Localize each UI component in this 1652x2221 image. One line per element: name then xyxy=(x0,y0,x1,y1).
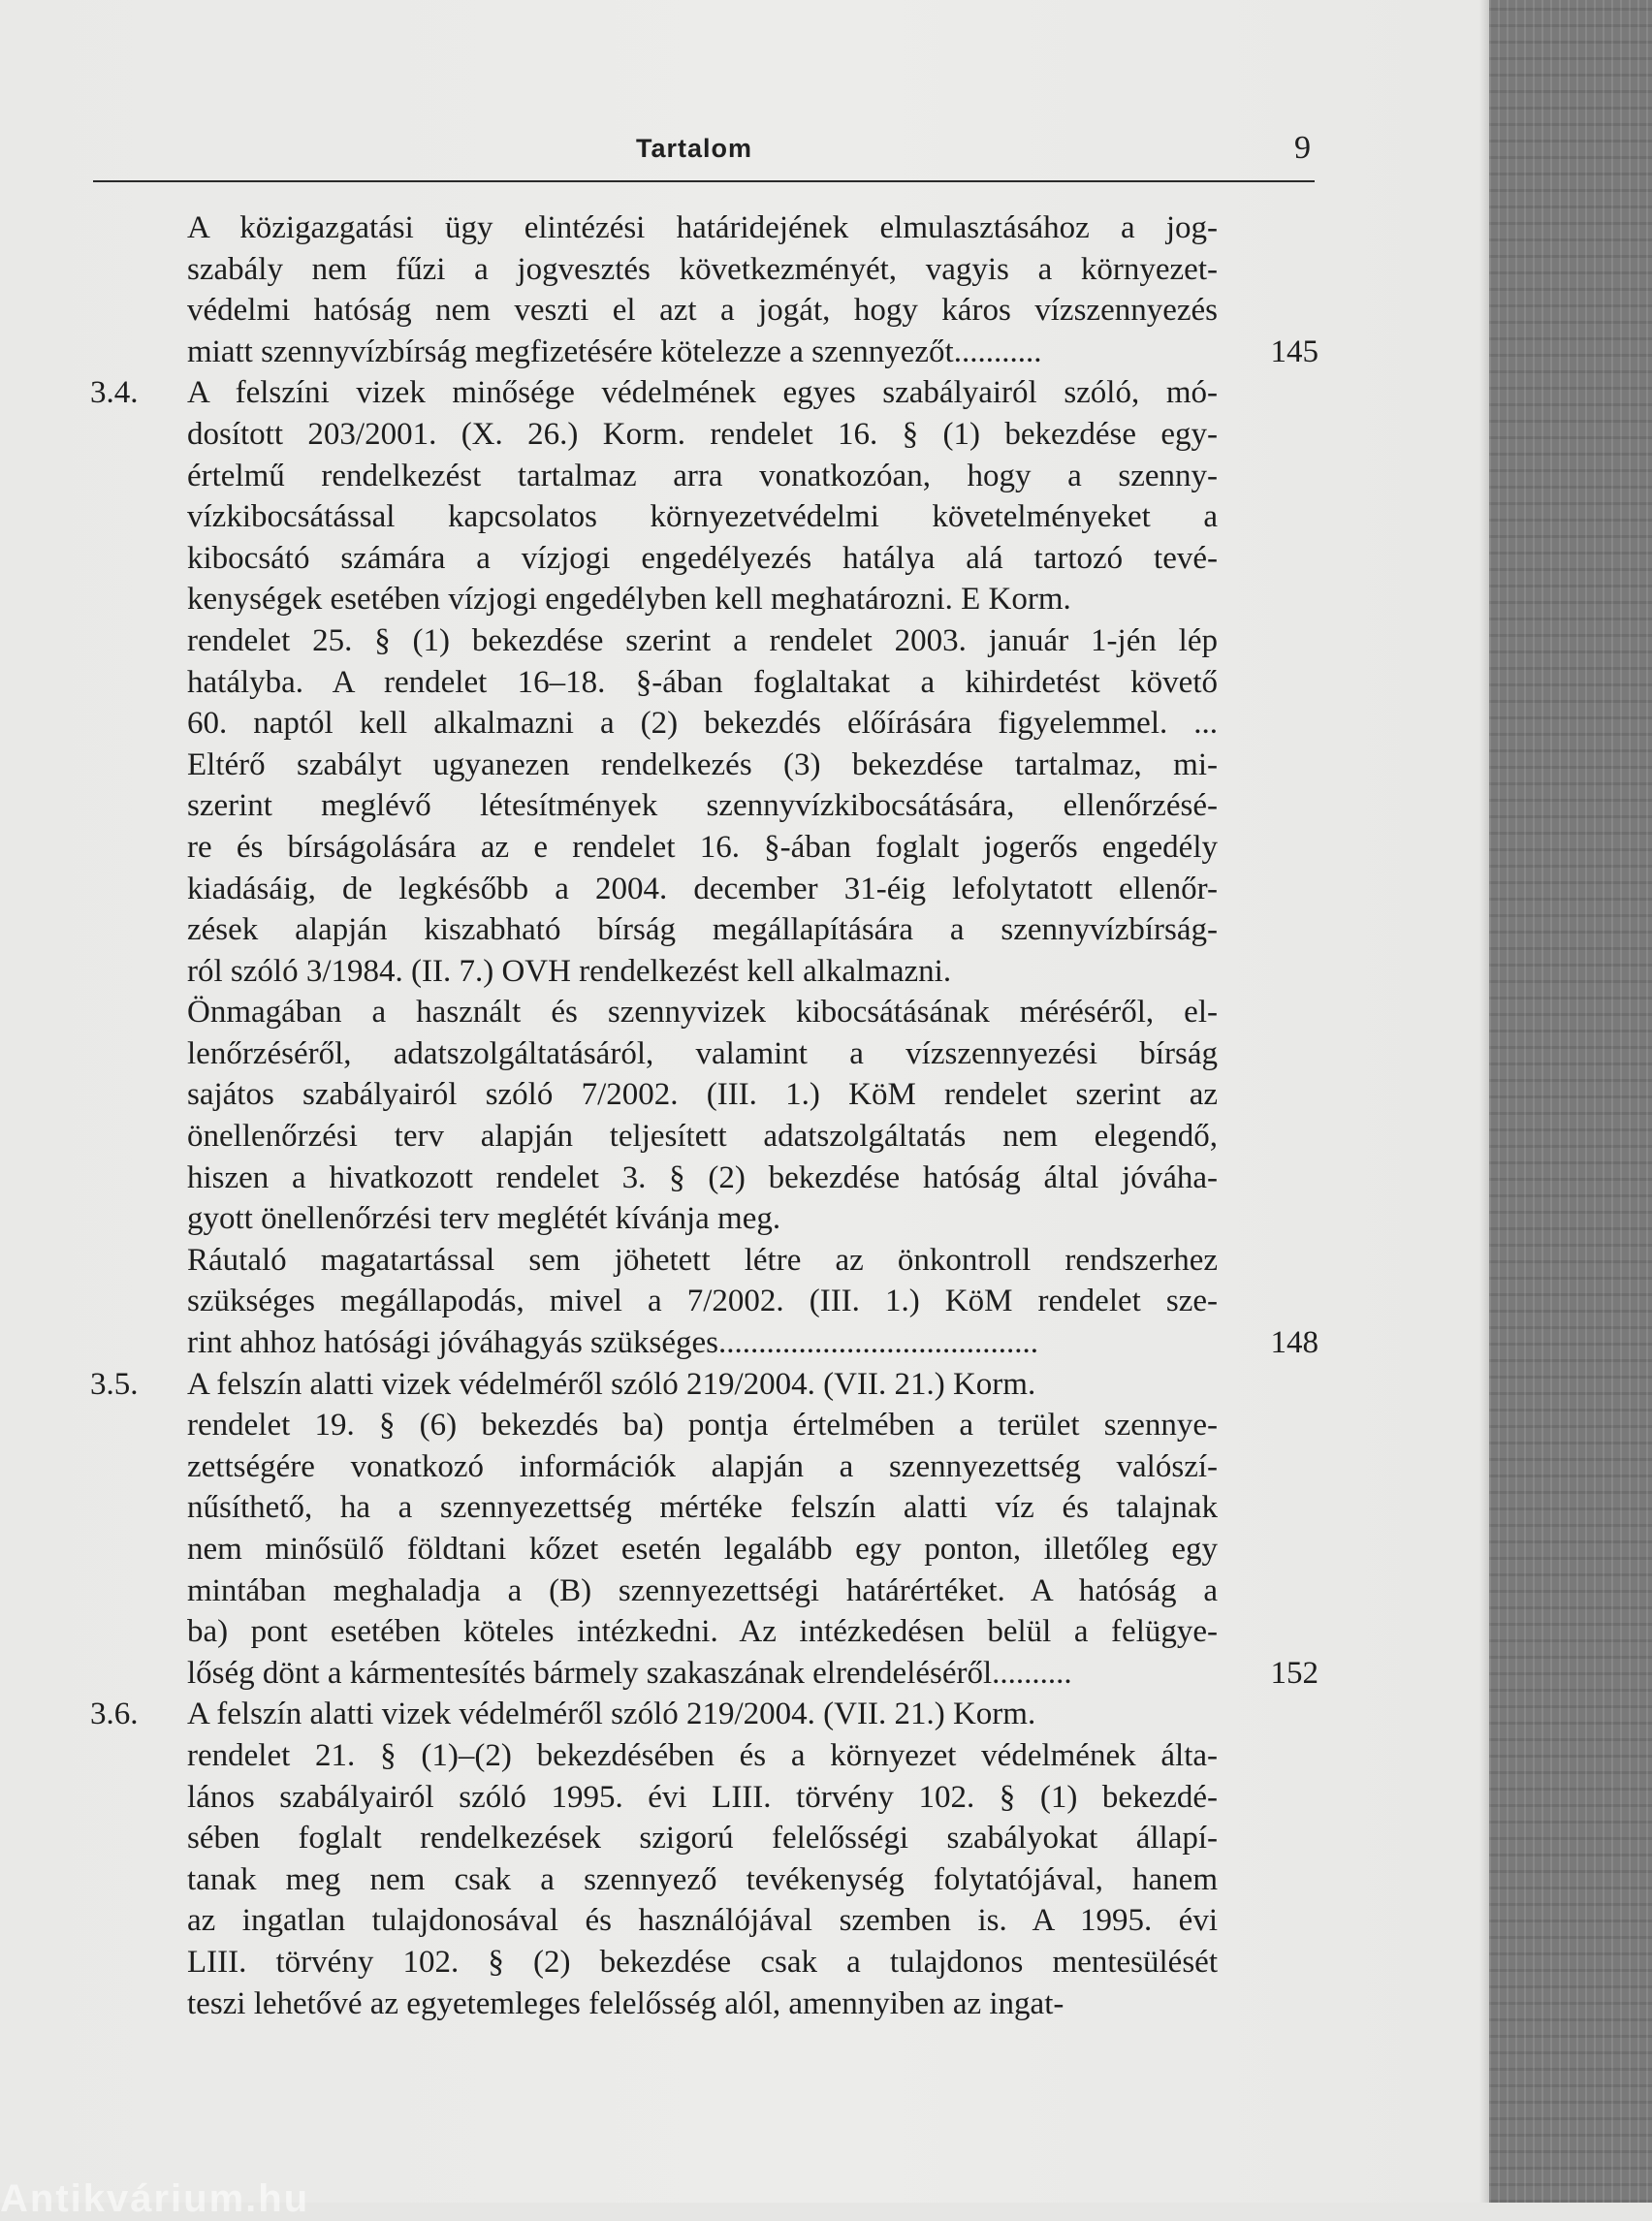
entry-number: 3.6. xyxy=(90,1697,139,1732)
entry-line: kiadásáig, de legkésőbb a 2004. december 31-éig lefolytatott ellenőr- xyxy=(187,871,1218,906)
entry-line: nem minősülő földtani kőzet esetén legalább egy ponton, illetőleg egy xyxy=(187,1532,1218,1567)
entry-line: szabály nem fűzi a jogvesztés következményét, vagyis a környezet- xyxy=(187,251,1218,287)
entry-line: Önmagában a használt és szennyvizek kibocsátásának méréséről, el- xyxy=(187,995,1218,1031)
entry-line: hiszen a hivatkozott rendelet 3. § (2) bekezdése hatóság által jóváha- xyxy=(187,1159,1218,1195)
entry-line: zések alapján kiszabható bírság megállapítására a szennyvízbírság- xyxy=(187,912,1218,948)
entry-line: rendelet 19. § (6) bekezdés ba) pontja értelmében a terület szennye- xyxy=(187,1408,1218,1444)
entry-line: tanak meg nem csak a szennyező tevékenység folytatójával, hanem xyxy=(187,1861,1218,1897)
entry-page-reference: 148 xyxy=(1270,1325,1318,1361)
entry-line: teszi lehetővé az egyetemleges felelősség alól, amennyiben az ingat- xyxy=(187,1985,1064,2021)
entry-line: A felszíni vizek minősége védelmének egyes szabályairól szóló, mó- xyxy=(187,375,1218,411)
entry-line: vízkibocsátással kapcsolatos környezetvédelmi követelményeket a xyxy=(187,499,1218,535)
toc-entry xyxy=(0,372,1487,1363)
entry-line: önellenőrzési terv alapján teljesített adatszolgáltatás nem elegendő, xyxy=(187,1119,1218,1155)
entry-line: re és bírságolására az e rendelet 16. §-ában foglalt jogerős engedély xyxy=(187,829,1218,865)
running-header xyxy=(93,130,1315,175)
entry-line: az ingatlan tulajdonosával és használójával szemben is. A 1995. évi xyxy=(187,1903,1218,1939)
entry-line: ról szóló 3/1984. (II. 7.) OVH rendelkezést kell alkalmazni. xyxy=(187,953,952,989)
background-surface xyxy=(1489,0,1652,2203)
entry-line: szerint meglévő létesítmények szennyvízkibocsátására, ellenőrzésé- xyxy=(187,788,1218,824)
entry-line: Ráutaló magatartással sem jöhetett létre az önkontroll rendszerhez xyxy=(187,1242,1218,1278)
toc-entry xyxy=(0,1364,1487,1695)
entry-line: 60. naptól kell alkalmazni a (2) bekezdés előírására figyelemmel. ... xyxy=(187,706,1218,742)
entry-line: hatályba. A rendelet 16–18. §-ában foglaltakat a kihirdetést követő xyxy=(187,664,1218,700)
entry-page-reference: 145 xyxy=(1270,333,1318,369)
entry-line: kenységek esetében vízjogi engedélyben kell meghatározni. E Korm. xyxy=(187,582,1071,618)
entry-text xyxy=(187,372,1218,1363)
header-title: Tartalom xyxy=(636,134,753,163)
entry-line: szükséges megállapodás, mivel a 7/2002. (III. 1.) KöM rendelet sze- xyxy=(187,1284,1218,1319)
entry-line: sében foglalt rendelkezések szigorú felelősségi szabályokat állapí- xyxy=(187,1821,1218,1856)
entry-line: sajátos szabályairól szóló 7/2002. (III. 1.) KöM rendelet szerint az xyxy=(187,1077,1218,1113)
watermark: Antikvárium.hu xyxy=(0,2177,310,2220)
entry-line: rendelet 21. § (1)–(2) bekezdésében és a környezet védelmének álta- xyxy=(187,1737,1218,1773)
entry-line: A felszín alatti vizek védelméről szóló 219/2004. (VII. 21.) Korm. xyxy=(187,1697,1036,1732)
entry-line: lános szabályairól szóló 1995. évi LIII. törvény 102. § (1) bekezdé- xyxy=(187,1779,1218,1815)
entry-line: Eltérő szabályt ugyanezen rendelkezés (3) bekezdése tartalmaz, mi- xyxy=(187,746,1218,782)
entry-number: 3.5. xyxy=(90,1366,139,1402)
header-rule xyxy=(93,180,1315,182)
entry-line: zettségére vonatkozó információk alapján a szennyezettség valószí- xyxy=(187,1448,1218,1484)
entry-line: mintában meghaladja a (B) szennyezettségi határértéket. A hatóság a xyxy=(187,1572,1218,1608)
entry-line: rendelet 25. § (1) bekezdése szerint a rendelet 2003. január 1-jén lép xyxy=(187,622,1218,658)
entry-line: lenőrzéséről, adatszolgáltatásáról, valamint a vízszennyezési bírság xyxy=(187,1035,1218,1071)
entry-line: védelmi hatóság nem veszti el azt a jogát, hogy káros vízszennyezés xyxy=(187,293,1218,329)
entry-line: gyott önellenőrzési terv meglétét kívánja meg. xyxy=(187,1201,781,1237)
entry-line: LIII. törvény 102. § (2) bekezdése csak a tulajdonos mentesülését xyxy=(187,1944,1218,1980)
entry-line: A közigazgatási ügy elintézési határidejének elmulasztásához a jog- xyxy=(187,210,1218,245)
entry-text xyxy=(187,1694,1218,2024)
entry-line: ba) pont esetében köteles intézkedni. Az intézkedésen belül a felügye- xyxy=(187,1614,1218,1650)
entry-line: kibocsátó számára a vízjogi engedélyezés hatálya alá tartozó tevé- xyxy=(187,540,1218,576)
entry-line: nűsíthető, ha a szennyezettség mértéke felszín alatti víz és talajnak xyxy=(187,1490,1218,1526)
entry-line: A felszín alatti vizek védelméről szóló 219/2004. (VII. 21.) Korm. xyxy=(187,1366,1036,1402)
toc-entry xyxy=(0,207,1487,372)
entry-line: dosított 203/2001. (X. 26.) Korm. rendelet 16. § (1) bekezdése egy- xyxy=(187,416,1218,452)
entry-text xyxy=(187,207,1218,372)
entry-line: értelmű rendelkezést tartalmaz arra vonatkozóan, hogy a szenny- xyxy=(187,458,1218,493)
toc-entry xyxy=(0,1694,1487,2024)
entry-line: rint ahhoz hatósági jóváhagyás szükséges........................................ xyxy=(187,1325,1039,1361)
entry-page-reference: 152 xyxy=(1270,1655,1318,1691)
entry-number: 3.4. xyxy=(90,375,139,411)
entry-text xyxy=(187,1364,1218,1695)
header-page-number: 9 xyxy=(1294,130,1311,166)
entry-line: miatt szennyvízbírság megfizetésére kötelezze a szennyezőt........... xyxy=(187,333,1042,369)
entry-line: lőség dönt a kármentesítés bármely szakaszának elrendeléséről.......... xyxy=(187,1655,1072,1691)
table-of-contents xyxy=(0,207,1487,2024)
